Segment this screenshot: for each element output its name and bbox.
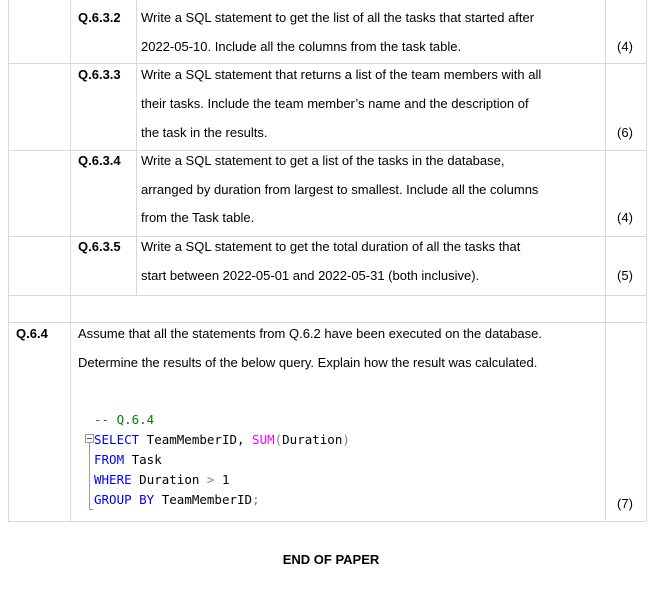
grid-line [8, 322, 646, 323]
code-keyword: SELECT [94, 432, 140, 447]
marks: (6) [617, 125, 633, 140]
code-keyword: FROM [94, 452, 125, 467]
grid-line [605, 0, 606, 521]
code-punctuation: ) [342, 432, 350, 447]
code-identifier: TeamMemberID, [139, 432, 253, 447]
marks: (5) [617, 268, 633, 283]
code-line-group-by [94, 492, 260, 508]
end-of-paper: END OF PAPER [282, 552, 380, 567]
code-keyword: WHERE [94, 472, 132, 487]
question-text-line: the task in the results. [141, 125, 268, 140]
collapse-toggle-icon [85, 434, 94, 443]
marks: (4) [617, 39, 633, 54]
question-text-line: start between 2022-05-01 and 2022-05-31 (both inclusive). [141, 268, 480, 283]
grid-line [8, 295, 646, 296]
question-number: Q.6.4 [16, 326, 48, 341]
grid-line [8, 236, 646, 237]
grid-line [646, 0, 647, 521]
question-text-line: from the Task table. [141, 210, 255, 225]
question-text-line: 2022-05-10. Include all the columns from the task table. [141, 39, 462, 54]
code-line-comment [94, 412, 154, 428]
code-identifier: Task [124, 452, 162, 467]
question-text-line: Write a SQL statement that returns a list of the team members with all [141, 67, 542, 82]
question-text-line: Assume that all the statements from Q.6.2 have been executed on the database. [78, 326, 542, 341]
question-number: Q.6.3.3 [78, 67, 121, 82]
grid-line [8, 63, 646, 64]
code-line-where [94, 472, 230, 488]
code-function: SUM [252, 432, 275, 447]
question-number: Q.6.3.4 [78, 153, 121, 168]
grid-line [8, 0, 9, 521]
code-punctuation: ( [274, 432, 283, 447]
question-number: Q.6.3.2 [78, 10, 121, 25]
grid-line [136, 0, 137, 295]
code-number: 1 [214, 472, 230, 487]
question-text-line: arranged by duration from largest to smallest. Include all the columns [141, 182, 539, 197]
code-identifier: TeamMemberID [154, 492, 253, 507]
grid-line [70, 0, 71, 521]
question-text-line: Determine the results of the below query. Explain how the result was calculated. [78, 355, 538, 370]
question-number: Q.6.3.5 [78, 239, 121, 254]
code-identifier: Duration [131, 472, 207, 487]
grid-line [8, 150, 646, 151]
question-text-line: Write a SQL statement to get a list of the tasks in the database, [141, 153, 505, 168]
code-operator: > [206, 472, 215, 487]
code-punctuation: ; [252, 492, 260, 507]
code-keyword: GROUP BY [94, 492, 155, 507]
question-text-line: Write a SQL statement to get the list of all the tasks that started after [141, 10, 535, 25]
marks: (7) [617, 496, 633, 511]
code-line-select [94, 432, 350, 448]
marks: (4) [617, 210, 633, 225]
code-outline-guide [89, 443, 93, 510]
question-text-line: Write a SQL statement to get the total duration of all the tasks that [141, 239, 521, 254]
code-line-from [94, 452, 162, 468]
code-comment: -- Q.6.4 [94, 412, 155, 427]
grid-line [8, 521, 646, 522]
code-identifier: Duration [282, 432, 343, 447]
question-text-line: their tasks. Include the team member’s name and the description of [141, 96, 529, 111]
